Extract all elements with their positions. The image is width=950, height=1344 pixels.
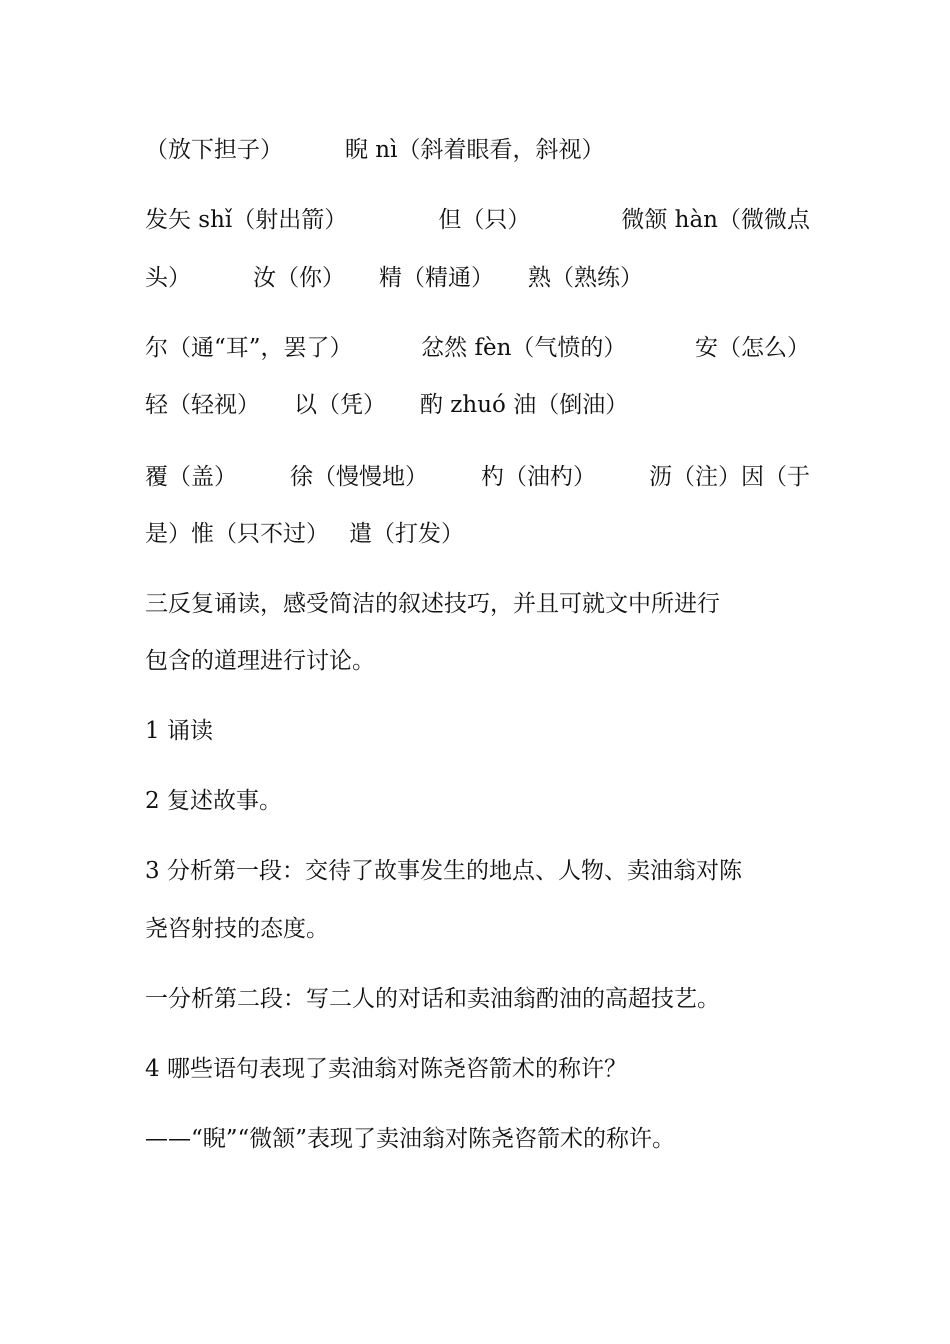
step-line xyxy=(145,786,810,816)
step-text: 2 复述故事。 xyxy=(145,788,282,814)
step-line xyxy=(145,856,810,886)
vocab-line-4 xyxy=(145,333,810,363)
vocab-entry: 微颔 hàn（微微点 xyxy=(621,207,810,233)
vocab-entry: 徐（慢慢地） xyxy=(290,464,428,490)
step-line xyxy=(145,984,810,1014)
vocab-line-5 xyxy=(145,390,810,420)
question-line xyxy=(145,1054,810,1084)
step-text: 3 分析第一段：交待了故事发生的地点、人物、卖油翁对陈 xyxy=(145,858,742,884)
vocab-entry: 睨 nì（斜着眼看，斜视） xyxy=(345,137,605,163)
vocab-entry: 精（精通） xyxy=(379,265,494,291)
vocab-entry: 发矢 shǐ（射出箭） xyxy=(145,207,348,233)
vocab-entry: 熟（熟练） xyxy=(528,265,643,291)
vocab-entry: 忿然 fèn（气愤的） xyxy=(421,335,627,361)
answer-text: ——“睨”“微颔”表现了卖油翁对陈尧咨箭术的称许。 xyxy=(145,1126,676,1152)
vocab-entry: 沥（注）因（于 xyxy=(649,464,810,490)
vocab-entry: 尔（通“耳”，罢了） xyxy=(145,335,353,361)
step-line xyxy=(145,716,810,746)
step-text: 1 诵读 xyxy=(145,718,213,744)
step-text: 一分析第二段：写二人的对话和卖油翁酌油的高超技艺。 xyxy=(145,986,720,1012)
vocab-entry: 轻（轻视） xyxy=(145,392,260,418)
vocab-line-6 xyxy=(145,462,810,492)
vocab-entry: 是）惟（只不过） xyxy=(145,521,329,547)
vocab-entry: 覆（盖） xyxy=(145,464,237,490)
paragraph-line xyxy=(145,589,810,619)
paragraph-text: 三反复诵读，感受简洁的叙述技巧，并且可就文中所进行 xyxy=(145,591,720,617)
step-line xyxy=(145,914,810,944)
vocab-line-1 xyxy=(145,135,810,165)
vocab-line-3 xyxy=(145,263,810,293)
vocab-entry: （放下担子） xyxy=(145,137,283,163)
vocab-entry: 汝（你） xyxy=(253,265,345,291)
vocab-entry: 杓（油杓） xyxy=(481,464,596,490)
vocab-entry: 头） xyxy=(145,265,191,291)
vocab-line-2 xyxy=(145,205,810,235)
step-text: 尧咨射技的态度。 xyxy=(145,916,329,942)
question-text: 4 哪些语句表现了卖油翁对陈尧咨箭术的称许？ xyxy=(145,1056,627,1082)
vocab-line-7 xyxy=(145,519,810,549)
vocab-entry: 以（凭） xyxy=(294,392,386,418)
paragraph-line xyxy=(145,646,810,676)
answer-line xyxy=(145,1124,810,1154)
vocab-entry: 安（怎么） xyxy=(695,335,810,361)
vocab-entry: 遣（打发） xyxy=(349,521,464,547)
vocab-entry: 酌 zhuó 油（倒油） xyxy=(420,392,629,418)
paragraph-text: 包含的道理进行讨论。 xyxy=(145,648,375,674)
vocab-entry: 但（只） xyxy=(438,207,531,233)
